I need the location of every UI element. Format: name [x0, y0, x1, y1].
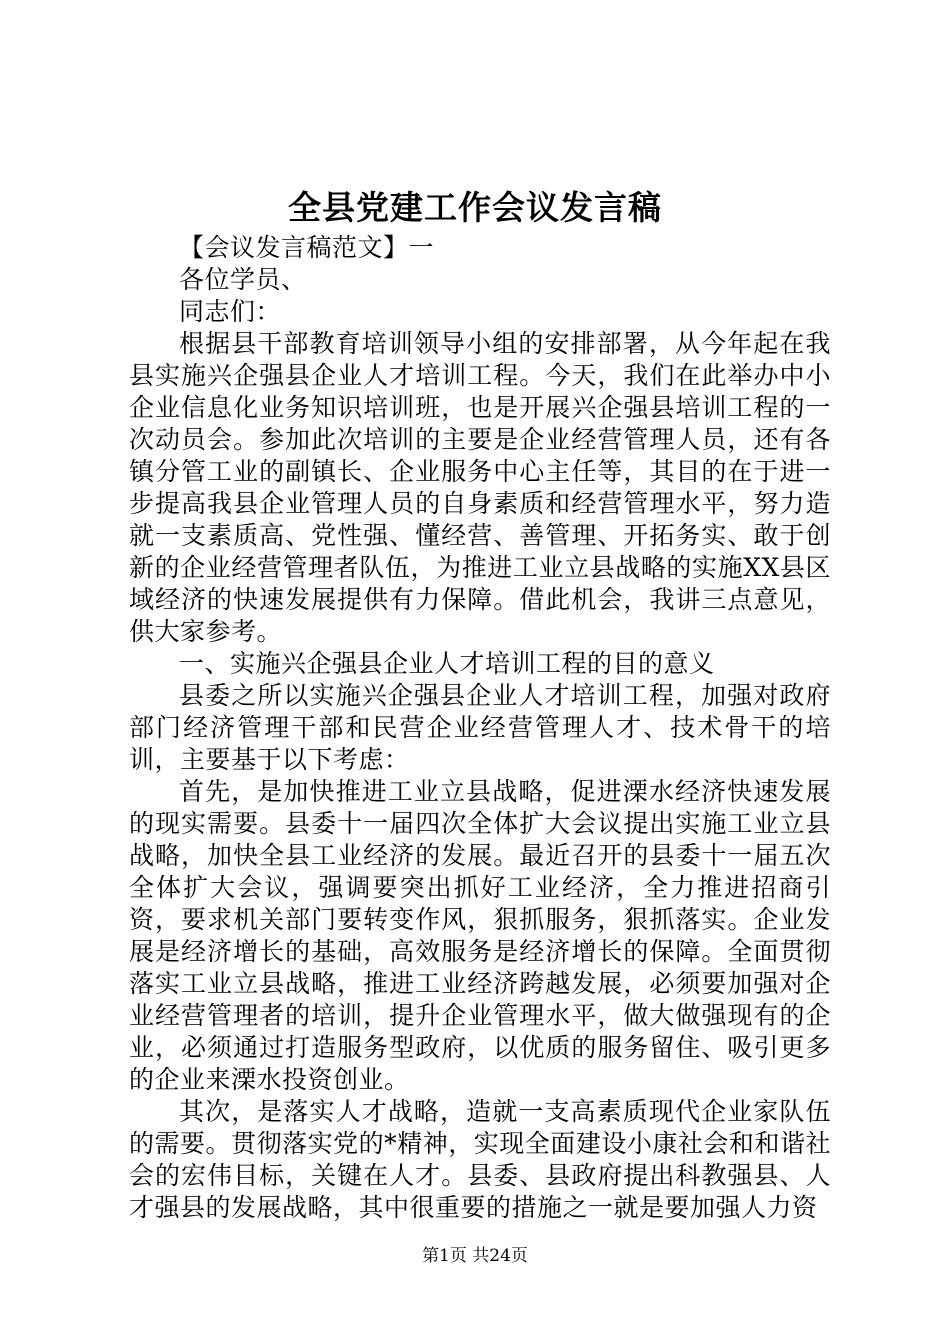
- paragraph-second-reason: 其次，是落实人才战略，造就一支高素质现代企业家队伍的需要。贯彻落实党的*精神，实现全面建设小康社会和和谐社会的宏伟目标，关键在人才。县委、县政府提出科教强县、人才强县的发展战略，其中很重要的措施之一就是要加强人力资: [129, 1097, 831, 1222]
- paragraph-salutation-2: 同志们：: [179, 297, 282, 326]
- paragraph-section-heading: 一、实施兴企强县企业人才培训工程的目的意义: [179, 649, 715, 678]
- document-title: 全县党建工作会议发言稿: [288, 188, 662, 227]
- paragraph-reason-overview: 县委之所以实施兴企强县企业人才培训工程，加强对政府部门经济管理干部和民营企业经营管理人才、技术骨干的培训，主要基于以下考虑：: [129, 681, 831, 774]
- document-body: [129, 232, 831, 1224]
- paragraph-intro: 根据县干部教育培训领导小组的安排部署，从今年起在我县实施兴企强县企业人才培训工程。今天，我们在此举办中小企业信息化业务知识培训班，也是开展兴企强县培训工程的一次动员会。参加此次培训的主要是企业经营管理人员，还有各镇分管工业的副镇长、企业服务中心主任等，其目的在于进一步提高我县企业管理人员的自身素质和经营管理水平，努力造就一支素质高、党性强、懂经营、善管理、开拓务实、敢于创新的企业经营管理者队伍，为推进工业立县战略的实施XX县区域经济的快速发展提供有力保障。借此机会，我讲三点意见，供大家参考。: [129, 329, 831, 646]
- paragraph-heading-label: 【会议发言稿范文】一: [179, 233, 435, 262]
- page-footer: 第1页 共24页: [422, 1246, 528, 1266]
- paragraph-first-reason: 首先，是加快推进工业立县战略，促进溧水经济快速发展的现实需要。县委十一届四次全体扩大会议提出实施工业立县战略，加快全县工业经济的发展。最近召开的县委十一届五次全体扩大会议，强调要突出抓好工业经济，全力推进招商引资，要求机关部门要转变作风，狠抓服务，狠抓落实。企业发展是经济增长的基础，高效服务是经济增长的保障。全面贯彻落实工业立县战略，推进工业经济跨越发展，必须要加强对企业经营管理者的培训，提升企业管理水平，做大做强现有的企业，必须通过打造服务型政府，以优质的服务留住、吸引更多的企业来溧水投资创业。: [129, 777, 831, 1094]
- paragraph-salutation-1: 各位学员、: [179, 265, 307, 294]
